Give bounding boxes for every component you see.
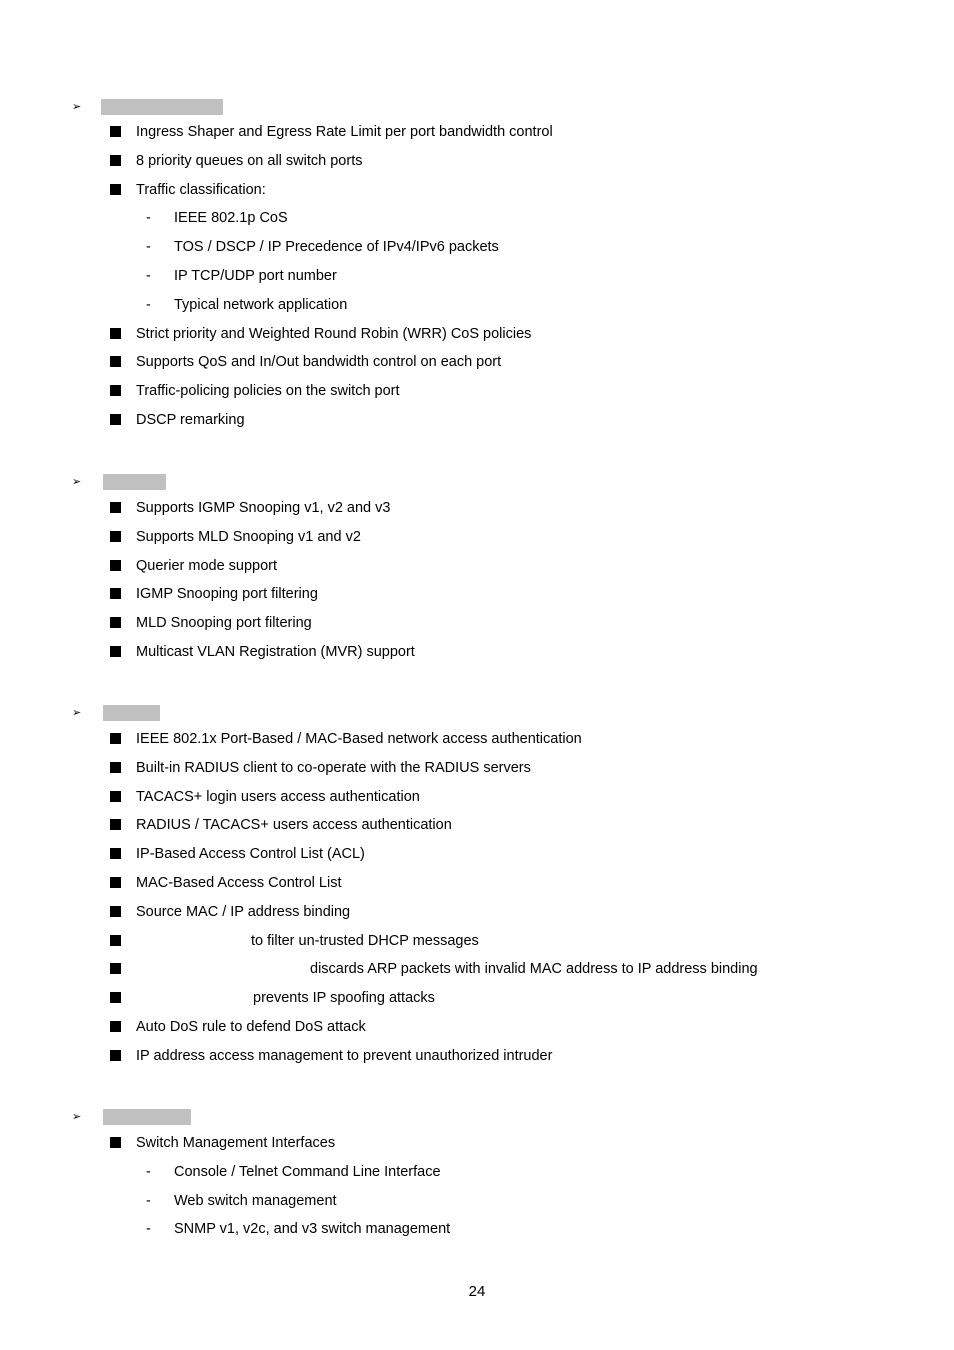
bullet-item <box>0 759 954 777</box>
item-text: Console / Telnet Command Line Interface <box>174 1164 441 1180</box>
section-title <box>103 705 160 721</box>
sub-item <box>0 238 954 256</box>
item-text: IEEE 802.1x Port-Based / MAC-Based network access authentication <box>136 731 582 747</box>
item-text: Multicast VLAN Registration (MVR) support <box>136 644 415 660</box>
square-bullet-icon <box>110 646 121 657</box>
item-text: IGMP Snooping port filtering <box>136 586 318 602</box>
square-bullet-icon <box>110 502 121 513</box>
item-text: MLD Snooping port filtering <box>136 615 312 631</box>
item-text: IP TCP/UDP port number <box>174 268 337 284</box>
section-header <box>72 473 166 491</box>
bullet-item <box>0 1134 954 1152</box>
bullet-item <box>0 152 954 170</box>
square-bullet-icon <box>110 906 121 917</box>
item-text: Traffic-policing policies on the switch port <box>136 383 400 399</box>
dash-bullet-icon: - <box>146 1221 151 1237</box>
bullet-item <box>0 528 954 546</box>
bullet-item <box>0 325 954 343</box>
square-bullet-icon <box>110 992 121 1003</box>
square-bullet-icon <box>110 1050 121 1061</box>
square-bullet-icon <box>110 126 121 137</box>
item-text: Ingress Shaper and Egress Rate Limit per port bandwidth control <box>136 124 553 140</box>
square-bullet-icon <box>110 531 121 542</box>
square-bullet-icon <box>110 184 121 195</box>
bullet-item <box>0 643 954 661</box>
item-text: Web switch management <box>174 1193 337 1209</box>
bullet-item <box>0 1047 954 1065</box>
bullet-item <box>0 499 954 517</box>
bullet-item <box>0 960 954 978</box>
square-bullet-icon <box>110 1021 121 1032</box>
item-text: RADIUS / TACACS+ users access authentication <box>136 817 452 833</box>
sub-item <box>0 209 954 227</box>
item-text: Source MAC / IP address binding <box>136 904 351 920</box>
square-bullet-icon <box>110 877 121 888</box>
square-bullet-icon <box>110 935 121 946</box>
item-text: IP-Based Access Control List (ACL) <box>136 846 365 862</box>
dash-bullet-icon: - <box>146 1193 151 1209</box>
item-text: discards ARP packets with invalid MAC address to IP address binding <box>310 961 758 977</box>
item-text: prevents IP spoofing attacks <box>253 990 435 1006</box>
section-title <box>103 1109 191 1125</box>
square-bullet-icon <box>110 819 121 830</box>
bullet-item <box>0 1018 954 1036</box>
square-bullet-icon <box>110 328 121 339</box>
item-text: Traffic classification: <box>136 182 266 198</box>
arrow-bullet-icon: ➢ <box>72 475 82 488</box>
item-text: Supports IGMP Snooping v1, v2 and v3 <box>136 500 391 516</box>
item-text: Supports QoS and In/Out bandwidth control on each port <box>136 354 502 370</box>
square-bullet-icon <box>110 617 121 628</box>
dash-bullet-icon: - <box>146 239 151 255</box>
square-bullet-icon <box>110 963 121 974</box>
square-bullet-icon <box>110 762 121 773</box>
item-text: DSCP remarking <box>136 412 245 428</box>
item-text: Auto DoS rule to defend DoS attack <box>136 1019 366 1035</box>
bullet-item <box>0 585 954 603</box>
item-text: Strict priority and Weighted Round Robin (WRR) CoS policies <box>136 326 532 342</box>
sub-item <box>0 1192 954 1210</box>
sub-item <box>0 1220 954 1238</box>
item-text: Switch Management Interfaces <box>136 1135 336 1151</box>
bullet-item <box>0 382 954 400</box>
dash-bullet-icon: - <box>146 1164 151 1180</box>
square-bullet-icon <box>110 791 121 802</box>
section-header <box>72 98 223 116</box>
item-text: Built-in RADIUS client to co-operate with the RADIUS servers <box>136 760 531 776</box>
sub-item <box>0 296 954 314</box>
arrow-bullet-icon: ➢ <box>72 1110 82 1123</box>
item-text: to filter un-trusted DHCP messages <box>251 933 479 949</box>
bullet-item <box>0 123 954 141</box>
item-text: MAC-Based Access Control List <box>136 875 342 891</box>
square-bullet-icon <box>110 385 121 396</box>
section-title <box>101 99 223 115</box>
page-number: 24 <box>468 1283 486 1300</box>
dash-bullet-icon: - <box>146 210 151 226</box>
item-text: TOS / DSCP / IP Precedence of IPv4/IPv6 packets <box>174 239 499 255</box>
item-text: TACACS+ login users access authentication <box>136 789 420 805</box>
item-text: Querier mode support <box>136 558 278 574</box>
square-bullet-icon <box>110 733 121 744</box>
item-text: SNMP v1, v2c, and v3 switch management <box>174 1221 451 1237</box>
bullet-item <box>0 557 954 575</box>
square-bullet-icon <box>110 414 121 425</box>
section-header <box>72 1108 191 1126</box>
bullet-item <box>0 411 954 429</box>
item-text: Supports MLD Snooping v1 and v2 <box>136 529 361 545</box>
sub-item <box>0 1163 954 1181</box>
bullet-item <box>0 730 954 748</box>
bullet-item <box>0 845 954 863</box>
bullet-item <box>0 181 954 199</box>
bullet-item <box>0 903 954 921</box>
bullet-item <box>0 989 954 1007</box>
square-bullet-icon <box>110 155 121 166</box>
bullet-item <box>0 874 954 892</box>
item-text: IP address access management to prevent unauthorized intruder <box>136 1048 553 1064</box>
sub-item <box>0 267 954 285</box>
bullet-item <box>0 932 954 950</box>
item-text: Typical network application <box>174 297 348 313</box>
dash-bullet-icon: - <box>146 297 151 313</box>
bullet-item <box>0 353 954 371</box>
arrow-bullet-icon: ➢ <box>72 100 82 113</box>
square-bullet-icon <box>110 560 121 571</box>
arrow-bullet-icon: ➢ <box>72 706 82 719</box>
square-bullet-icon <box>110 848 121 859</box>
square-bullet-icon <box>110 356 121 367</box>
dash-bullet-icon: - <box>146 268 151 284</box>
item-text: IEEE 802.1p CoS <box>174 210 288 226</box>
bullet-item <box>0 816 954 834</box>
item-text: 8 priority queues on all switch ports <box>136 153 363 169</box>
bullet-item <box>0 614 954 632</box>
square-bullet-icon <box>110 588 121 599</box>
square-bullet-icon <box>110 1137 121 1148</box>
bullet-item <box>0 788 954 806</box>
section-title <box>103 474 166 490</box>
section-header <box>72 704 160 722</box>
